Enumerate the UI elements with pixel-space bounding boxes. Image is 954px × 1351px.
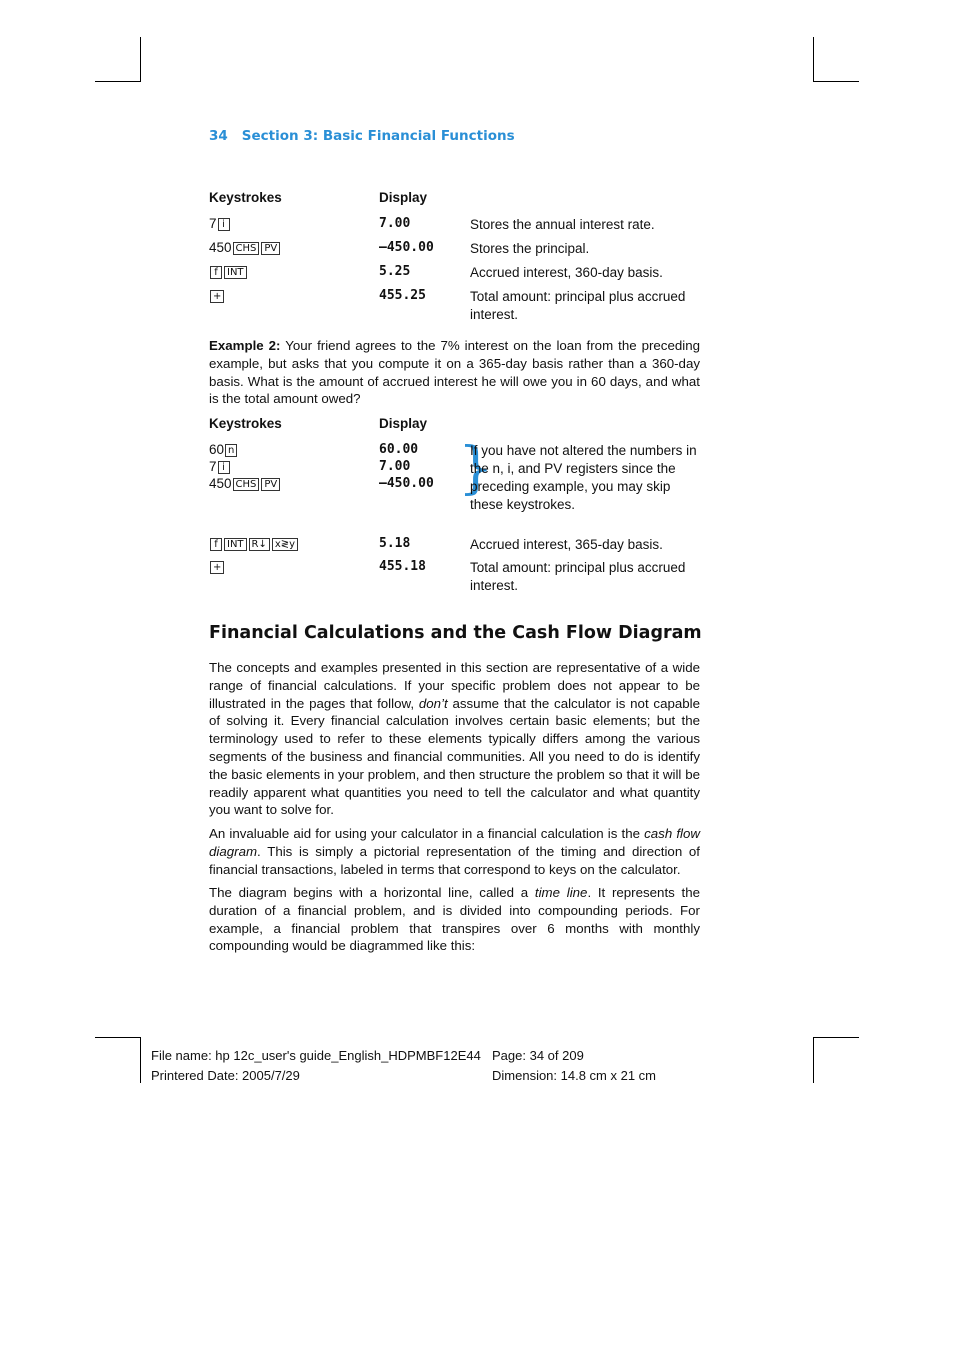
example-text: Your friend agrees to the 7% interest on the loan from the preceding example, but asks that you compute it on a 365-day basis rather than a 360-day basis. What is the amount of accrued interest he will owe you in 60 days, and what is the total amount owed? bbox=[209, 338, 700, 407]
display-value: –450.00 bbox=[379, 240, 434, 255]
keystroke-number: 7 bbox=[209, 459, 217, 474]
display-value: 7.00 bbox=[379, 216, 411, 231]
display-value: 60.00 bbox=[379, 442, 419, 457]
keystrokes bbox=[209, 288, 225, 303]
p3-text-b: . It represents the duration of a financial problem, and is divided into compounding periods. For example, a financial problem that transpires over 6 months with monthly compounding would be diagrammed like this: bbox=[209, 885, 701, 954]
calc-key-f: f bbox=[210, 538, 222, 551]
running-header bbox=[209, 128, 515, 144]
col-header-keystrokes: Keystrokes bbox=[209, 416, 282, 431]
keystroke-number: 450 bbox=[209, 240, 232, 255]
calc-key-: + bbox=[210, 290, 224, 303]
paragraph-3 bbox=[209, 884, 700, 955]
keystroke-row bbox=[209, 288, 700, 322]
footer-page: Page: 34 of 209 bbox=[492, 1048, 584, 1063]
keystroke-number: 450 bbox=[209, 476, 232, 491]
col-header-keystrokes: Keystrokes bbox=[209, 190, 282, 205]
crop-mark-bottom-left-h bbox=[95, 1037, 141, 1038]
keystrokes bbox=[209, 264, 248, 279]
crop-mark-bottom-left-v bbox=[140, 1037, 141, 1083]
calc-key-int: INT bbox=[224, 266, 247, 279]
keystroke-row bbox=[209, 264, 700, 286]
display-value: 5.25 bbox=[379, 264, 411, 279]
footer-file-name: File name: hp 12c_user's guide_English_HDPMBF12E44 bbox=[151, 1048, 481, 1063]
crop-mark-bottom-right-v bbox=[813, 1037, 814, 1083]
row-description: Total amount: principal plus accrued interest. bbox=[470, 560, 686, 593]
display-value: 7.00 bbox=[379, 459, 411, 474]
calc-key-pv: PV bbox=[261, 478, 280, 491]
footer-printed-date: Printered Date: 2005/7/29 bbox=[151, 1068, 300, 1083]
keystroke-table-2 bbox=[209, 416, 700, 606]
section-heading: Financial Calculations and the Cash Flow Diagram bbox=[209, 623, 702, 643]
col-header-display: Display bbox=[379, 190, 428, 205]
crop-mark-bottom-right-h bbox=[813, 1037, 859, 1038]
calc-key-: + bbox=[210, 561, 224, 574]
col-header-display: Display bbox=[379, 416, 428, 431]
calc-key-r: R↓ bbox=[249, 538, 270, 551]
paragraph-1 bbox=[209, 659, 700, 819]
keystrokes bbox=[209, 559, 225, 574]
keystroke-row bbox=[209, 536, 700, 558]
section-title: Section 3: Basic Financial Functions bbox=[241, 128, 515, 144]
footer-dimension: Dimension: 14.8 cm x 21 cm bbox=[492, 1068, 657, 1083]
keystrokes bbox=[209, 216, 231, 231]
keystrokes bbox=[209, 442, 238, 457]
p3-text-a: The diagram begins with a horizontal line, called a bbox=[209, 885, 535, 900]
p1-emphasis: don’t bbox=[418, 695, 448, 711]
row-description: Total amount: principal plus accrued interest. bbox=[470, 289, 686, 322]
keystrokes bbox=[209, 240, 281, 255]
group-description: If you have not altered the numbers in the n, i, and PV registers since the preceding example, you may skip these keystrokes. bbox=[470, 443, 697, 512]
keystrokes bbox=[209, 536, 299, 551]
grouping-brace: } bbox=[458, 436, 494, 501]
p3-emphasis: time line bbox=[534, 885, 588, 900]
calc-key-f: f bbox=[210, 266, 222, 279]
p2-emphasis: cash flow diagram bbox=[209, 826, 700, 859]
p1-text-b: assume that the calculator is not capable of solving it. Every financial calculation involves certain basic elements; but the terminology used to refer to these elements typically differs among the various segments of the business and financial communities. All you need to do is identify the basic elements in your problem, and then structure the problem so that it will be readily apparent what quantities you need to tell the calculator and what quantity you want to solve for. bbox=[209, 695, 700, 818]
keystrokes bbox=[209, 476, 281, 491]
display-value: 5.18 bbox=[379, 536, 411, 551]
grouped-keystrokes bbox=[209, 436, 700, 522]
calc-key-pv: PV bbox=[261, 242, 280, 255]
keystroke-number: 7 bbox=[209, 216, 217, 231]
calc-key-int: INT bbox=[224, 538, 247, 551]
calc-key-i: i bbox=[218, 461, 230, 474]
page-number: 34 bbox=[209, 128, 228, 144]
row-description: Stores the principal. bbox=[470, 241, 590, 256]
row-description: Accrued interest, 365-day basis. bbox=[470, 537, 663, 552]
p1-text-a: The concepts and examples presented in this section are representative of a wide range of financial calculations. If your specific problem does not appear to be illustrated in the pages that follow, bbox=[209, 660, 700, 711]
example-label: Example 2: bbox=[209, 338, 281, 353]
row-description: Accrued interest, 360-day basis. bbox=[470, 265, 663, 280]
example-2-paragraph bbox=[209, 337, 700, 408]
calc-key-xy: x≷y bbox=[272, 538, 298, 551]
crop-mark-top-right-h bbox=[813, 81, 859, 82]
row-description: Stores the annual interest rate. bbox=[470, 217, 655, 232]
keystroke-number: 60 bbox=[209, 442, 225, 457]
calc-key-n: n bbox=[225, 444, 237, 457]
crop-mark-top-left-h bbox=[95, 81, 141, 82]
crop-mark-top-right-v bbox=[813, 37, 814, 82]
calc-key-chs: CHS bbox=[233, 242, 260, 255]
crop-mark-top-left-v bbox=[140, 37, 141, 82]
display-value: 455.25 bbox=[379, 288, 426, 303]
keystroke-row bbox=[209, 216, 700, 238]
p2-text-a: An invaluable aid for using your calculator in a financial calculation is the bbox=[209, 826, 645, 841]
keystroke-table-1 bbox=[209, 190, 700, 330]
keystroke-row bbox=[209, 240, 700, 262]
p2-text-b: . This is simply a pictorial representation of the timing and direction of financial transactions, labeled in terms that correspond to keys on the calculator. bbox=[209, 843, 700, 877]
calc-key-chs: CHS bbox=[233, 478, 260, 491]
display-value: –450.00 bbox=[379, 476, 434, 491]
keystroke-row bbox=[209, 559, 700, 593]
paragraph-2 bbox=[209, 825, 700, 878]
keystrokes bbox=[209, 459, 231, 474]
display-value: 455.18 bbox=[379, 559, 426, 574]
calc-key-i: i bbox=[218, 218, 230, 231]
